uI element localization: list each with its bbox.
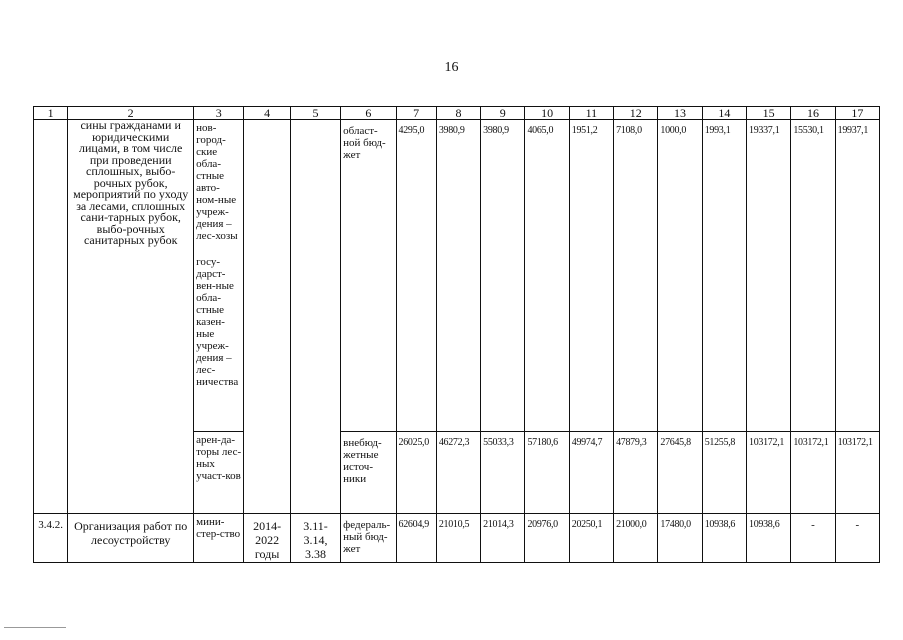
col-header: 1 <box>34 107 68 120</box>
col-header: 2 <box>68 107 194 120</box>
value-cell: 1993,1 <box>702 120 746 432</box>
executor-lesnichestva: госу-дарст-вен-ные обла-стные казен-ные учреж-дения – лес-ничества <box>196 256 239 388</box>
col-header: 17 <box>835 107 879 120</box>
value-cell: 57180,6 <box>525 432 569 514</box>
footnote-divider <box>4 627 66 628</box>
value-cell: 15530,1 <box>791 120 835 432</box>
period-cell <box>244 120 290 514</box>
table-row <box>34 514 880 563</box>
executor-leskhozy: нов-город-ские обла-стные авто-ном-ные учреж-дения – лес-хозы <box>196 122 238 242</box>
page-number: 16 <box>444 60 459 75</box>
col-header: 13 <box>658 107 702 120</box>
value-cell: 27645,8 <box>658 432 702 514</box>
value-cell: 20250,1 <box>569 514 613 563</box>
row-code-cell <box>34 120 68 514</box>
value-cell: 103172,1 <box>791 432 835 514</box>
value-cell: 21000,0 <box>614 514 658 563</box>
value-cell: 10938,6 <box>702 514 746 563</box>
value-cell: 3980,9 <box>436 120 480 432</box>
col-header: 11 <box>569 107 613 120</box>
value-cell: 21014,3 <box>481 514 525 563</box>
row-code: 3.4.2. <box>34 514 68 563</box>
activity-description: Организация работ по лесоустройству <box>68 514 194 563</box>
value-cell: 4065,0 <box>525 120 569 432</box>
col-header: 8 <box>436 107 480 120</box>
col-header: 15 <box>747 107 791 120</box>
value-cell: 17480,0 <box>658 514 702 563</box>
col-header: 14 <box>702 107 746 120</box>
col-header: 3 <box>194 107 244 120</box>
value-cell: 55033,3 <box>481 432 525 514</box>
value-cell: 49974,7 <box>569 432 613 514</box>
col-header: 16 <box>791 107 835 120</box>
value-cell: - <box>835 514 879 563</box>
col-header: 5 <box>290 107 340 120</box>
funding-source: внебюд-жетные источ-ники <box>341 432 396 514</box>
funding-source: федераль-ный бюд-жет <box>341 514 396 563</box>
value-cell: 7108,0 <box>614 120 658 432</box>
value-cell: - <box>791 514 835 563</box>
value-cell: 46272,3 <box>436 432 480 514</box>
indicator-cell <box>290 120 340 514</box>
activity-description: сины гражданами и юридическими лицами, в том числе при проведении сплошных, выбо-рочных рубок, мероприятий по уходу за лесами, сплошных сани-тарных рубок, выбо-рочных санитарных рубок <box>68 120 194 514</box>
header-row <box>34 107 880 120</box>
table-row <box>34 120 880 432</box>
period: 2014-2022 годы <box>244 514 290 563</box>
executor-arendatory: арен-да-торы лес-ных участ-ков <box>194 432 244 514</box>
executor-cell <box>194 120 244 432</box>
col-header: 10 <box>525 107 569 120</box>
col-header: 6 <box>341 107 396 120</box>
value-cell: 21010,5 <box>436 514 480 563</box>
value-cell: 1951,2 <box>569 120 613 432</box>
budget-table <box>33 106 880 563</box>
col-header: 4 <box>244 107 290 120</box>
executor-ministry: мини-стер-ство <box>194 514 244 563</box>
col-header: 9 <box>481 107 525 120</box>
value-cell: 19337,1 <box>747 120 791 432</box>
value-cell: 103172,1 <box>835 432 879 514</box>
value-cell: 62604,9 <box>396 514 436 563</box>
col-header: 12 <box>614 107 658 120</box>
value-cell: 51255,8 <box>702 432 746 514</box>
value-cell: 10938,6 <box>747 514 791 563</box>
col-header: 7 <box>396 107 436 120</box>
value-cell: 26025,0 <box>396 432 436 514</box>
funding-source: област-ной бюд-жет <box>341 120 396 432</box>
value-cell: 1000,0 <box>658 120 702 432</box>
value-cell: 3980,9 <box>481 120 525 432</box>
value-cell: 19937,1 <box>835 120 879 432</box>
value-cell: 47879,3 <box>614 432 658 514</box>
value-cell: 4295,0 <box>396 120 436 432</box>
indicators: 3.11-3.14, 3.38 <box>290 514 340 563</box>
value-cell: 103172,1 <box>747 432 791 514</box>
value-cell: 20976,0 <box>525 514 569 563</box>
